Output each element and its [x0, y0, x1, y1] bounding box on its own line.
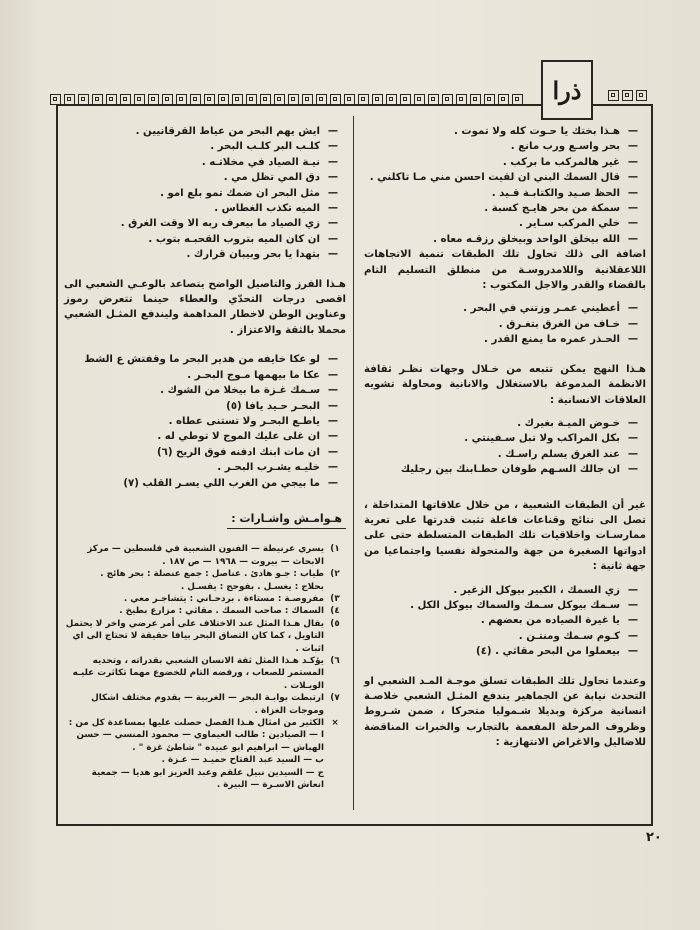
- paragraph: وعندما تحاول تلك الطبقات تسلق موجـة المـد الشعبي او التحدث نيابة عن الجماهير يندفع المثـل الشعبي خلاصـة انسانية مركزة وبديلا شـموليا متحركا ، ضمن شـروط وظروف المرحلة المفعمة بالتجارب والخبرات المناقضة للاضاليل والاغراض الانتهازية :: [364, 675, 646, 749]
- list-item: — ان كان الميه بتروب القحبـه بتوب .: [148, 233, 339, 245]
- logo-text: ذرا: [552, 75, 582, 105]
- list-item: — خـاف من الغرق بتغـرق .: [498, 318, 639, 330]
- list-item: — بحر واسـع ورب مانع .: [510, 141, 639, 153]
- list-item: — عند الغرق يسلم راسـك .: [497, 448, 639, 460]
- paragraph: هـذا الفرز والتاصيل الواضح يتصاعد بالوعـي الشعبي الى اقصى درجات التحدّي والعطاء حينما تتعرض رموز وعناوين الوطن لاخطار المداهمة وليندفع المثـل الشعبي محملا بالثقة والاعتزاز .: [64, 278, 346, 336]
- helper-line: ب — السيد عبد الفتاح حميـد — عـزة .: [161, 755, 324, 766]
- paragraph: هـذا النهج يمكن تتبعه من خـلال وجهات نظـر ثقافة الانظمة المدموغة بالاستغلال والانانية ومحاولة تشويه العلاقات الانسانية :: [364, 363, 646, 406]
- list-item: — سـمك غـزة ما بيخلا من الشوك .: [160, 385, 339, 397]
- proverb-list-6: [64, 352, 346, 491]
- list-item: — قال السمك البني ان لقيت احسن مني مـا تاكلني .: [369, 172, 639, 184]
- column-divider: [353, 116, 354, 810]
- footnotes: [64, 543, 346, 791]
- list-item: — سمكة من بحر هايـج كسبة .: [484, 203, 639, 215]
- list-item: — الحظ صـيد والكتابـة قـيد .: [491, 187, 639, 199]
- list-item: — عكا ما بيهمها مـوج البحـر .: [187, 369, 339, 381]
- proverb-list-3: [364, 416, 646, 478]
- list-item: — لو عكا خايفه من هدير البحر ما وقفتش ع الشط: [84, 354, 339, 366]
- footnote: ٣) مفروصـة : مستاءة . بردحـاني : يتشاجـر معي .: [123, 593, 340, 604]
- list-item: — الله بيخلق الواحد وبيخلق رزقـه معاه .: [433, 233, 639, 245]
- list-item: — مثل البحر ان ضمك تمو بلع امو .: [160, 187, 339, 199]
- list-item: — الحـذر عمره ما يمنع القدر .: [484, 334, 639, 346]
- list-item: — أعطيني عمـر وزتني في البحر .: [463, 303, 639, 315]
- list-item: — دق المي تظل مي .: [223, 172, 339, 184]
- list-item: — هـذا بختك يا حـوت كله ولا تموت .: [454, 126, 639, 137]
- list-item: — ان مات ابنك ادفنه فوق الريح (٦): [156, 446, 339, 458]
- list-item: — خليـه يشـرب البحـر .: [217, 462, 339, 474]
- list-item: — زي السمك ، الكبير بيوكل الزغير .: [453, 584, 639, 596]
- footnote: ٢) طياب : جـو هادئ . عناصل : جمع عنصلة : بحر هائج .: [100, 569, 340, 580]
- footnote: ١) يسري عرنيطة — الفنون الشعبية في فلسطين — مركز الابحاث — بيروت — ١٩٦٨ — ص ١٨٧ .: [87, 544, 340, 567]
- footnote: ٦) يؤكـد هـذا المثل ثقة الانسان الشعبي بقدراته ، وتحديه المستمر للصعاب ، ورفضه التام للخضوع مهما تكاثرت عليـه الويـلات .: [72, 656, 340, 691]
- list-item: — ان غلى عليك الموج لا توطي له .: [157, 431, 339, 443]
- helper-line: ا — الصيادين : طالب العيماوي — محمود المنسي — حسن الهباش — ابراهيم ابو عبيده " شاطئ غزة " .: [76, 730, 324, 753]
- list-item: — بتهدا يا بحر وبيبان قرارك .: [186, 249, 339, 261]
- footnote: بحلاج : يغسـل . بفوحج : يقسـل .: [180, 581, 324, 592]
- proverb-list-2: [364, 301, 646, 347]
- notes-heading-wrap: [64, 511, 346, 529]
- notes-heading: هـوامـش واشـارات :: [227, 511, 346, 529]
- list-item: — الميه تكذب الغطاس .: [214, 203, 339, 215]
- list-item: — البحـر حـيد يافا (٥): [226, 400, 339, 412]
- footnote: × الكثير من امثال هـذا الفصل حصلت عليها بمساعدة كل من :: [68, 718, 339, 729]
- list-item: — بيعملوا من البحر مقاثي . (٤): [476, 646, 639, 658]
- list-item: — ايش يهم البحر من عياط القرقانيين .: [135, 126, 339, 137]
- decorative-border-band-right: [608, 90, 654, 104]
- paragraph: غير أن الطبقات الشعبية ، من خلال علاقاتها المتداخلة ، تصل الى نتائج وقناعات فاعلة تثبت قدرتها على تعرية ممارسـات واخلاقيات تلك الطبقات المتسلطة حتى على ادواتها الصغيرة من جهة والمتحولة نفسيا واجتماعيا من جهة ثانية :: [364, 499, 646, 573]
- list-item: — بكل المراكب ولا تبل سـفينتي .: [464, 433, 639, 445]
- page-number: ٢٠: [646, 830, 662, 845]
- list-item: — خلي المركب سـاير .: [519, 218, 639, 230]
- list-item: — يا غيرة الصياده من بعضهم .: [480, 615, 639, 627]
- proverb-list-5: [64, 124, 346, 263]
- proverb-list-1: [364, 124, 646, 247]
- ornament-square: [608, 90, 619, 101]
- paragraph: اضافة الى ذلك تحاول تلك الطبقات تنمية الاتجاهات اللاعقلانية واللامدروسـة من منطلق التسليم التام بالقضاء والقدر والاجل المكتوب :: [364, 249, 646, 292]
- helper-line: ج — السيدين نبيل علقم وعبد العزيز ابو هديا — جمعية انعاش الاسـرة — البيرة .: [91, 767, 324, 791]
- list-item: — خـوض الميـة بغيرك .: [517, 417, 639, 429]
- list-item: — ياطـع البحـر ولا تستنى عطاه .: [168, 415, 339, 427]
- list-item: — زي الصياد ما بيعرف ربه الا وقت الغرق .: [120, 218, 339, 230]
- list-item: — كـوم سـمك ومنتـن .: [518, 630, 639, 642]
- footnote: ٧) ارتبطت بوابـة البحر — الغربية — بقدوم مختلف اشكال وموجات الغزاة .: [91, 693, 340, 716]
- ornament-square: [636, 90, 647, 101]
- list-item: — نيـة الصياد في مخلاتـه .: [201, 156, 339, 168]
- ornament-square: [622, 90, 633, 101]
- list-item: — ما بيجي من الغرب اللي يسـر القلب (٧): [123, 477, 339, 489]
- left-column: [64, 124, 346, 791]
- footnote: ٤) السماك : صاحب السمك . مقاثي : مزارع بطيخ .: [119, 606, 340, 617]
- footnote: ٥) يقال هـذا المثل عند الاختلاف على أمر عرضي واخر لا يحتمل التاويل ، كما كان التصاق البحر بيافا حقيقة لا تحتاج الى اي اثبات .: [65, 618, 340, 654]
- list-item: — سـمك بيوكل سـمك والسماك بيوكل الكل .: [410, 599, 639, 611]
- list-item: — كلـب البر كلـب البحر .: [210, 141, 339, 153]
- right-column: [364, 124, 646, 751]
- proverb-list-4: [364, 583, 646, 660]
- section-logo: [541, 60, 593, 120]
- list-item: — غير هالمركب ما بركب .: [502, 156, 639, 168]
- list-item: — ان جالك السـهم طوفان حطـابنك بين رجليك: [400, 464, 639, 476]
